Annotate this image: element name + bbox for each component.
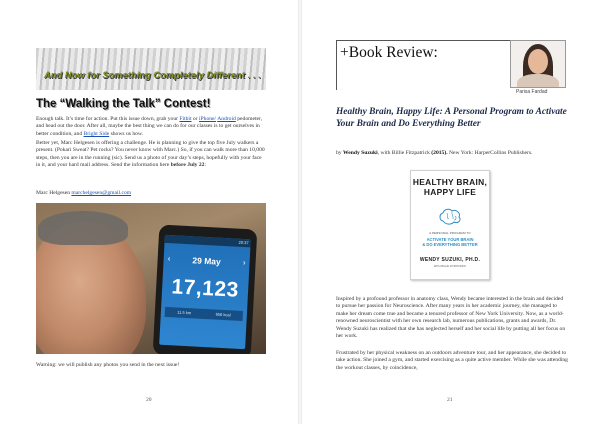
pedometer-date-row — [163, 253, 250, 269]
byline-publisher: New York: HarperCollins Publishers. — [447, 150, 533, 156]
photo-caption: Warning: we will publish any photos you send in the next issue! — [36, 362, 180, 368]
book-title-heading: Healthy Brain, Happy Life: A Personal Program to Activate Your Brain and Do Everything Better — [336, 107, 567, 129]
contest-title: The “Walking the Talk” Contest! — [36, 98, 211, 110]
cover-tagline-line-1: ACTIVATE YOUR BRAIN — [426, 237, 474, 242]
iphone-link[interactable]: iPhone/ — [199, 116, 217, 122]
cover-subtitle: A PERSONAL PROGRAM TO — [429, 231, 471, 235]
step-count: 17,123 — [171, 275, 240, 302]
brain-icon — [437, 207, 463, 227]
phone-screen — [159, 235, 251, 349]
book-cover-image — [410, 170, 490, 280]
intro-text-3: pedometer, and head out the door. After all, maybe the best thing we can do for our classes is to get ourselves in better condition, and — [36, 116, 263, 137]
reviewer-body — [517, 74, 559, 88]
pedometer-photo — [36, 203, 266, 354]
chevron-right-icon: › — [242, 257, 246, 268]
bright-side-link[interactable]: Bright Side — [83, 130, 110, 137]
email-link[interactable]: marchelgesen@gmail.com — [71, 190, 132, 196]
cover-tagline-line-2: & DO EVERYTHING BETTER — [422, 242, 478, 248]
byline-author: Wendy Suzuki — [343, 150, 378, 156]
cover-title-line-1: HEALTHY BRAIN, — [412, 177, 488, 187]
left-page — [0, 0, 298, 424]
cover-title-line-2: HAPPY LIFE — [423, 186, 477, 197]
contact-name: Marc Helgesen — [36, 190, 72, 196]
challenge-text: Better yet, Marc Helgesen is offering a challenge. He is planning to give the top five July walkers a present. (Pokari Sweat? Pet rocks? You never know with Marc.) So, if you can walk more than 10,000 steps, then you are in the running (sic). Send us a photo of your day’s steps, hopefully with your face in it, and your hard mail address. Send the information here — [36, 140, 265, 169]
intro-text-4: shows us how. — [109, 130, 144, 137]
man-hair-image — [38, 211, 128, 245]
challenge-text-end: : — [204, 162, 207, 169]
cover-tagline — [411, 237, 489, 247]
cover-coauthor: WITH BILLIE FITZPATRICK — [433, 265, 467, 268]
page-number-left: 20 — [146, 397, 152, 403]
contact-paragraph — [36, 190, 266, 197]
smartphone-image — [153, 225, 258, 354]
byline-coauthor: , with Billie Fitzpatrick — [377, 150, 432, 156]
right-page — [302, 0, 600, 424]
pedometer-stats — [165, 307, 243, 321]
intro-text-2: or — [191, 116, 199, 122]
banner-text: And Now for Something Completely Different . . . — [44, 70, 261, 80]
cover-author: WENDY SUZUKI, PH.D. — [419, 257, 481, 263]
fitbit-link[interactable]: Fitbit — [179, 116, 192, 122]
banner-background-image — [36, 48, 266, 90]
reviewer-photo — [510, 40, 566, 88]
distance-stat: 11.5 km — [177, 309, 192, 316]
challenge-paragraph — [36, 140, 266, 170]
chevron-left-icon: ‹ — [167, 254, 171, 264]
calories-stat: 656 kcal — [215, 311, 231, 318]
review-paragraph-2: Frustrated by her physical weakness on an outdoors adventure tour, and her appearance, she decided to take action. She joined a gym, and started exercising as a quite active member. While she was attending the workout classes, by coincidence, — [336, 350, 568, 371]
android-link[interactable]: Android — [217, 116, 236, 122]
byline-year: (2015). — [431, 150, 448, 156]
page-number-right: 21 — [447, 397, 453, 403]
pedometer-date: 29 May — [192, 255, 222, 267]
phone-status-bar: 20:37 — [165, 235, 251, 247]
book-byline — [336, 150, 568, 157]
section-banner — [36, 48, 266, 90]
reviewer-face — [528, 49, 548, 74]
book-cover-title — [411, 178, 489, 197]
byline-by: by — [336, 150, 343, 156]
review-paragraph-1: Inspired by a profound professor in anatomy class, Wendy became interested in the brain and decided to pursue her passion for Neuroscience. After many years in her academic journey, she managed to make her dream come true and became a tenured professor of New York University. Now, as a world-renowned neuroscientist with her own research lab, numerous publications, grants and awards, Dr. Wendy Suzuki has realized that she has neglected herself and her social life by putting all her focus on her work. — [336, 296, 566, 340]
review-section-title: +Book Review: — [340, 44, 438, 61]
intro-paragraph — [36, 116, 266, 138]
intro-text-1: Enough talk. It’s time for action. Put this issue down, grab your — [36, 116, 180, 122]
reviewer-name: Parisa Fardad — [516, 89, 548, 95]
deadline-text: before July 22 — [170, 162, 205, 169]
